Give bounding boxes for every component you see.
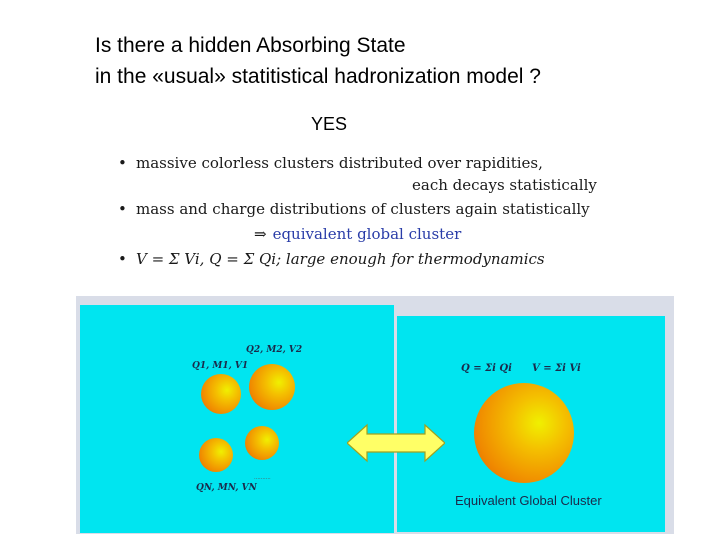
global-cluster-sphere [474, 383, 574, 483]
implies-arrow: ⇒ [254, 225, 267, 243]
bullet-2-text: mass and charge distributions of clusters again statistically [136, 200, 590, 218]
cluster-4-sphere [245, 426, 279, 460]
double-arrow-icon [347, 423, 445, 463]
cluster-1-label: Q1, M1, V1 [192, 361, 249, 371]
bullet-dot: • [118, 250, 127, 268]
bullet-1 [118, 154, 543, 172]
title-line-2: in the «usual» statitistical hadronization model ? [95, 65, 541, 88]
bullet-1-continuation: each decays statistically [412, 176, 597, 194]
bullet-dot: • [118, 200, 127, 218]
slide-title [95, 30, 541, 92]
volume-sum-formula: V = Σi Vi [532, 363, 581, 374]
clusters-panel [80, 305, 394, 533]
bullet-dot: • [118, 154, 127, 172]
answer-text: YES [311, 114, 348, 134]
cluster-n-label: QN, MN, VN [196, 483, 257, 493]
cluster-2-label: Q2, M2, V2 [246, 345, 303, 355]
bullet-2 [118, 200, 590, 218]
charge-sum-formula: Q = Σi Qi [461, 363, 512, 374]
bullet-3 [118, 250, 545, 268]
bullet-3-text: V = Σ Vi, Q = Σ Qi; large enough for thermodynamics [136, 250, 545, 268]
bullet-1-text: massive colorless clusters distributed over rapidities, [136, 154, 543, 172]
cluster-3-sphere [199, 438, 233, 472]
cluster-1-sphere [201, 374, 241, 414]
ellipsis-dots: .......... [254, 475, 271, 481]
title-line-1: Is there a hidden Absorbing State [95, 34, 406, 57]
cluster-2-sphere [249, 364, 295, 410]
equivalent-line [254, 225, 461, 243]
global-cluster-caption: Equivalent Global Cluster [455, 493, 602, 508]
equivalent-text: equivalent global cluster [272, 225, 462, 243]
